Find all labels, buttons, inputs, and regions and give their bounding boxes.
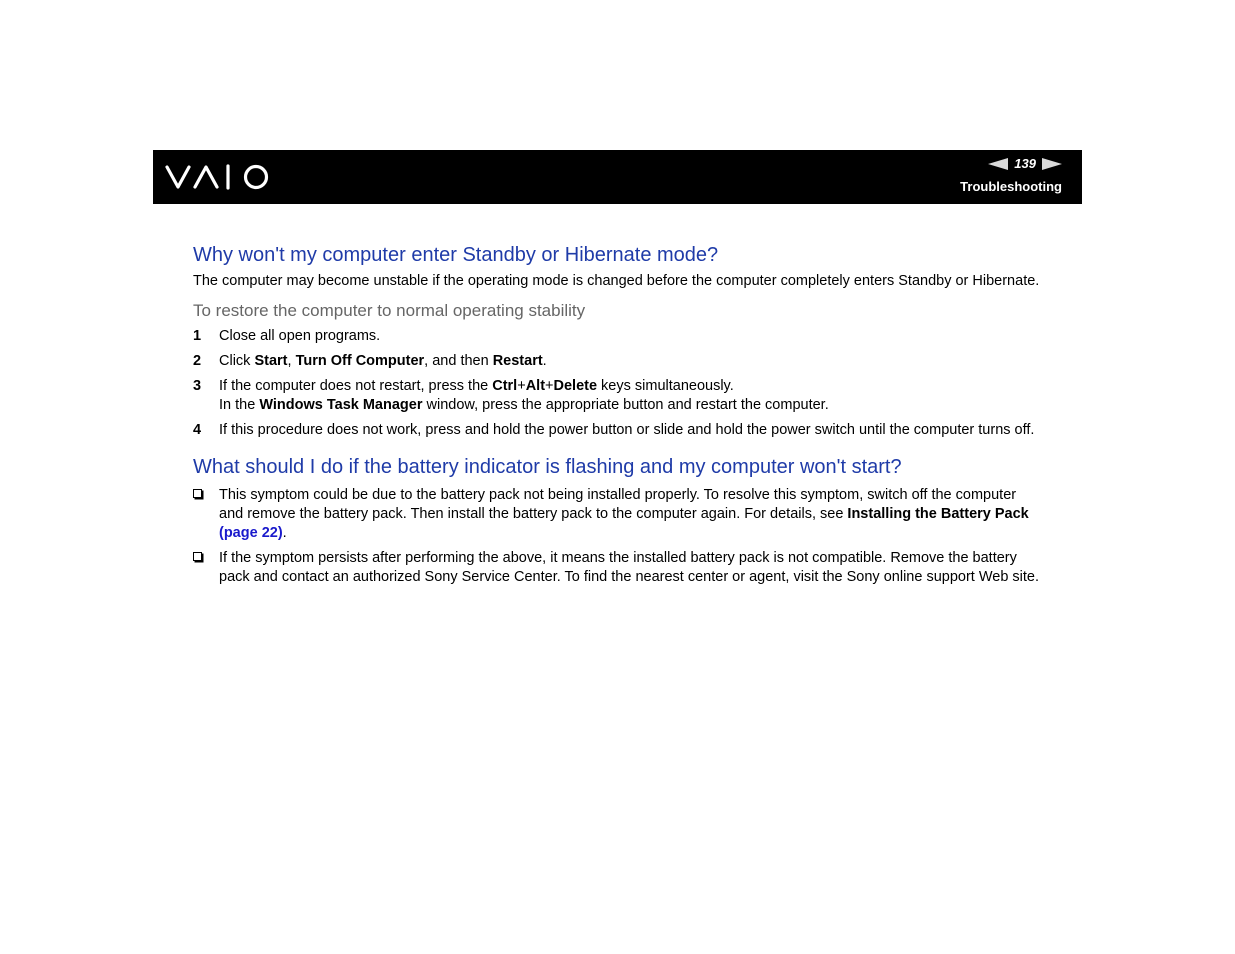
list-item (193, 421, 1043, 440)
key-alt: Alt (525, 378, 546, 394)
key-ctrl: Ctrl (492, 378, 518, 394)
ui-term-start: Start (254, 353, 288, 369)
step-text: , (287, 353, 296, 369)
step-text: + (545, 378, 554, 394)
bullet-text: . (282, 525, 287, 541)
header-bar (153, 150, 1082, 204)
list-item (193, 377, 1043, 415)
next-page-icon[interactable] (1042, 158, 1062, 170)
step-text: + (517, 378, 526, 394)
page-content (193, 240, 1043, 593)
step-text: . (542, 353, 547, 369)
battery-bullets (193, 486, 1043, 587)
step-text: , and then (424, 353, 493, 369)
list-item (193, 352, 1043, 371)
vaio-logo (165, 163, 271, 191)
section-heading-standby: Why won't my computer enter Standby or Hibernate mode? (193, 244, 719, 266)
page-link[interactable]: (page 22) (219, 525, 283, 541)
step-text: In the (219, 397, 260, 413)
key-delete: Delete (553, 378, 598, 394)
procedure-steps (193, 327, 1043, 440)
intro-paragraph: The computer may become unstable if the operating mode is changed before the computer completely enters Standby or Hibernate. (193, 273, 1040, 289)
ui-term-task-manager: Windows Task Manager (259, 397, 423, 413)
list-item (193, 486, 1043, 543)
ui-term-restart: Restart (492, 353, 543, 369)
step-text: keys simultaneously. (597, 378, 734, 394)
list-item (193, 549, 1043, 587)
topic-reference: Installing the Battery Pack (847, 506, 1029, 522)
page-navigation (988, 156, 1062, 171)
bullet-text: If the symptom persists after performing the above, it means the installed battery pack is not compatible. Remove the battery pack and contact an authorized Sony Service Center. To find the nearest center or agent, visit the Sony online support Web site. (219, 550, 1040, 585)
step-number: 3 (193, 378, 202, 394)
page-number: 139 (1014, 156, 1036, 171)
previous-page-icon[interactable] (988, 158, 1008, 170)
step-text: Click (219, 353, 255, 369)
step-text: If this procedure does not work, press and hold the power button or slide and hold the power switch until the computer turns off. (219, 422, 1035, 438)
bullet-text: This symptom could be due to the battery pack not being installed properly. To resolve this symptom, switch off the computer and remove the battery pack. Then install the battery pack to the computer again. For details, see (219, 487, 1017, 522)
section-label: Troubleshooting (960, 179, 1062, 194)
step-text: Close all open programs. (219, 328, 381, 344)
step-text: If the computer does not restart, press the (219, 378, 493, 394)
checkbox-bullet-icon (193, 552, 202, 561)
step-number: 1 (193, 328, 202, 344)
ui-term-turn-off-computer: Turn Off Computer (295, 353, 425, 369)
step-text: window, press the appropriate button and restart the computer. (422, 397, 829, 413)
procedure-heading: To restore the computer to normal operating stability (193, 301, 586, 320)
checkbox-bullet-icon (193, 489, 202, 498)
list-item (193, 327, 1043, 346)
step-number: 4 (193, 422, 202, 438)
step-number: 2 (193, 353, 202, 369)
section-heading-battery: What should I do if the battery indicator is flashing and my computer won't start? (193, 456, 902, 478)
